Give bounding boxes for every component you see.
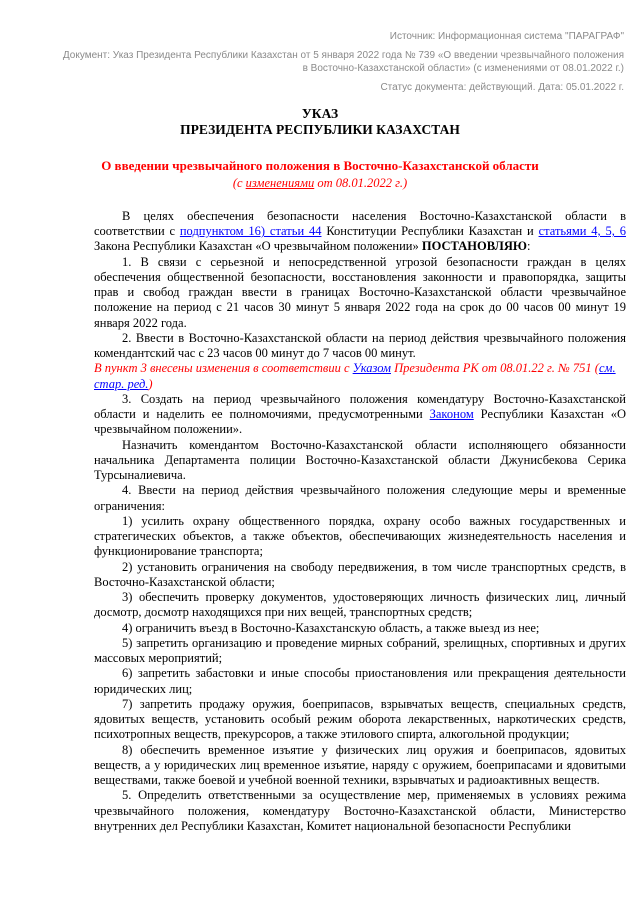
- subpoint-6: [94, 666, 626, 697]
- subpoint-7: [94, 697, 626, 743]
- inline-link[interactable]: статьями 4, 5, 6: [538, 224, 626, 239]
- inline-link[interactable]: подпунктом 16) статьи 44: [179, 224, 322, 239]
- point-1: [94, 255, 626, 331]
- document-line: Документ: Указ Президента Республики Казахстан от 5 января 2022 года № 739 «О введении чрезвычайного положения в Восточно-Казахстанской области» (с изменениями от 08.01.2022 г.): [62, 49, 624, 74]
- point-4: [94, 483, 626, 514]
- text-run: 2) установить ограничения на свободу передвижения, в том числе транспортных средств, в Восточно-Казахстанской области;: [94, 559, 626, 589]
- text-run: Президента РК от 08.01.22 г. № 751 (: [391, 361, 599, 376]
- inline-link[interactable]: Указом: [352, 361, 391, 376]
- source-line: Источник: Информационная система "ПАРАГРАФ": [389, 31, 624, 42]
- text-run: 5. Определить ответственными за осуществление мер, применяемых в условиях режима чрезвычайного положения, комендатуру Восточно-Казахстанской области, Министерство внутренних дел Республики Казахстан, Комитет национальной безопасности Республики: [94, 788, 626, 833]
- text-run: ): [148, 376, 153, 391]
- text-run: ПОСТАНОВЛЯЮ: [421, 239, 527, 254]
- text-run: 5) запретить организацию и проведение мирных собраний, зрелищных, спортивных и других массовых мероприятий;: [94, 635, 626, 666]
- subpoint-8: [94, 743, 626, 789]
- text-run: Закона Республики Казахстан «О чрезвычайном положении»: [94, 239, 422, 254]
- amendment-note-suffix: от 08.01.2022 г.): [314, 175, 408, 190]
- subpoint-1: [94, 514, 626, 560]
- text-run: :: [526, 239, 531, 254]
- text-run: 1. В связи с серьезной и непосредственной угрозой безопасности граждан в целях обеспечения общественной безопасности, восстановления законности и правопорядка, защиты прав и свобод граждан ввести в границах Восточно-Казахстанской области чрезвычайное положение на период с 21 часов 30 минут 5 января 2022 года на срок до 00 часов 00 минут 19 января 2022 года.: [94, 254, 626, 330]
- amendment-note: [94, 361, 626, 392]
- point-3: [94, 392, 626, 438]
- amendment-link[interactable]: изменениями: [245, 175, 315, 190]
- text-run: 6) запретить забастовки и иные способы приостановления или прекращения деятельности юридических лиц;: [94, 666, 626, 696]
- status-line: Статус документа: действующий. Дата: 05.01.2022 г.: [380, 81, 624, 93]
- text-run: 3) обеспечить проверку документов, удостоверяющих личность физических лиц, личный досмотр, досмотр находящихся при них вещей, транспортных средств;: [94, 590, 626, 620]
- preamble: [94, 209, 626, 255]
- title-line-2: ПРЕЗИДЕНТА РЕСПУБЛИКИ КАЗАХСТАН: [180, 122, 460, 138]
- text-run: 4. Ввести на период действия чрезвычайного положения следующие меры и временные ограничения:: [94, 483, 626, 513]
- subject-title: О введении чрезвычайного положения в Восточно-Казахстанской области: [101, 158, 539, 174]
- document-body: [94, 209, 626, 834]
- text-run: 1) усилить охрану общественного порядка, охрану особо важных государственных и стратегических объектов, а также объектов, обеспечивающих жизнедеятельность населения и функционирование транспорта;: [94, 513, 626, 559]
- text-run: Республики Казахстан «О чрезвычайном положении».: [94, 407, 627, 437]
- text-run: 3. Создать на период чрезвычайного положения комендатуру Восточно-Казахстанской области и наделить ее полномочиями, предусмотренными: [94, 391, 626, 422]
- text-run: 8) обеспечить временное изъятие у физических лиц оружия и боеприпасов, ядовитых веществ, а у юридических лиц временное изъятие, наряду с оружием, боеприпасами и ядовитыми веществами, также боевой и учебной военной техники, взрывчатых и радиоактивных веществ.: [94, 742, 626, 788]
- subpoint-4: [94, 621, 626, 636]
- text-run: Конституции Республики Казахстан и: [321, 224, 539, 239]
- subpoint-5: [94, 636, 626, 667]
- document-title: [16, 106, 624, 138]
- title-line-1: УКАЗ: [301, 106, 339, 121]
- document-meta-header: [60, 30, 624, 94]
- point-5: [94, 788, 626, 834]
- text-run: В пункт 3 внесены изменения в соответствии с: [94, 361, 353, 376]
- inline-link[interactable]: см. стар. ред.: [94, 361, 616, 391]
- subject-amendment-note: [16, 176, 624, 191]
- point-2: [94, 331, 626, 362]
- subpoint-2: [94, 560, 626, 591]
- text-run: 7) запретить продажу оружия, боеприпасов, взрывчатых веществ, специальных средств, ядовитых веществ, установить особый режим оборота лекарственных, наркотических средств, психотропных веществ, прекурсоров, а также этилового спирта, алкогольной продукции;: [94, 696, 626, 742]
- text-run: В целях обеспечения безопасности населения Восточно-Казахстанской области в соответствии с: [94, 208, 626, 239]
- text-run: Назначить комендантом Восточно-Казахстанской области исполняющего обязанности начальника Департамента полиции Восточно-Казахстанской области Джунисбекова Серика Турсыналиевича.: [94, 437, 626, 483]
- inline-link[interactable]: Законом: [429, 407, 474, 422]
- subpoint-3: [94, 590, 626, 621]
- text-run: 4) ограничить въезд в Восточно-Казахстанскую область, а также выезд из нее;: [122, 620, 540, 635]
- amendment-note-prefix: (с: [232, 175, 246, 190]
- commandant-appointment: [94, 438, 626, 484]
- text-run: 2. Ввести в Восточно-Казахстанской области на период действия чрезвычайного положения комендантский час с 23 часов 00 минут до 7 часов 00 минут.: [94, 330, 626, 361]
